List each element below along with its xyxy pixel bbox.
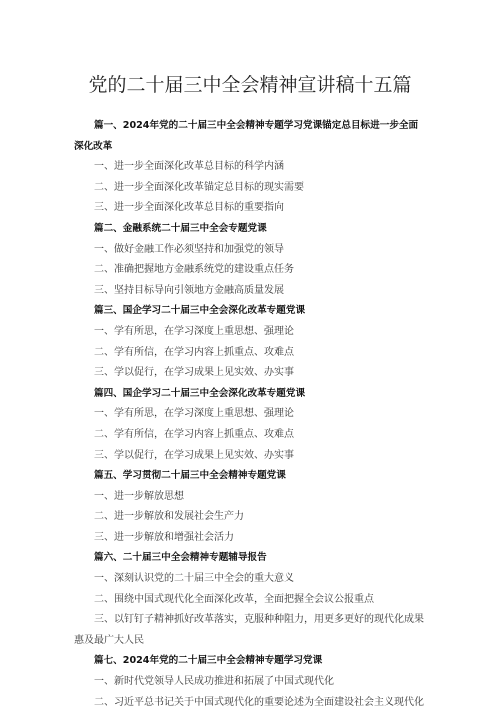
section-item: 一、进一步解放思想 [94, 490, 184, 502]
section-item: 三、进一步全面深化改革总目标的重要指向 [94, 202, 284, 214]
section-item: 三、以钉钉子精神抓好改革落实，克服种种阻力，用更多更好的现代化成果 [94, 614, 424, 626]
section-item: 一、新时代党领导人民成功推进和拓展了中国式现代化 [94, 676, 334, 688]
section-heading: 篇六、二十届三中全会精神专题辅导报告 [94, 552, 267, 564]
section-heading: 篇七、2024年党的二十届三中全会精神专题学习党课 [94, 655, 323, 667]
section-item: 一、学有所思，在学习深度上重思想、强理论 [94, 325, 294, 337]
section-heading-continuation: 深化改革 [74, 140, 113, 152]
section-item: 一、做好金融工作必须坚持和加强党的领导 [94, 243, 284, 255]
section-item: 三、学以促行，在学习成果上见实效、办实事 [94, 367, 294, 379]
section-item: 一、进一步全面深化改革总目标的科学内涵 [94, 161, 284, 173]
section-item: 二、学有所信，在学习内容上抓重点、攻难点 [94, 346, 294, 358]
section-item: 二、进一步解放和发展社会生产力 [94, 511, 244, 523]
section-item: 三、进一步解放和增强社会活力 [94, 531, 234, 543]
section-heading: 篇五、学习贯彻二十届三中全会精神专题党课 [94, 470, 286, 482]
table-of-contents [74, 116, 434, 713]
section-item: 三、学以促行，在学习成果上见实效、办实事 [94, 449, 294, 461]
section-heading: 篇一、2024年党的二十届三中全会精神专题学习党课锚定总目标进一步全面 [94, 120, 419, 131]
section-heading: 篇三、国企学习二十届三中全会深化改革专题党课 [94, 305, 306, 317]
document-title: 党的二十届三中全会精神宣讲稿十五篇 [88, 73, 412, 96]
section-item: 二、学有所信，在学习内容上抓重点、攻难点 [94, 428, 294, 440]
section-item: 二、准确把握地方金融系统党的建设重点任务 [94, 264, 294, 276]
section-item: 二、围绕中国式现代化全面深化改革，全面把握全会议公报重点 [94, 593, 374, 605]
section-item: 二、习近平总书记关于中国式现代化的重要论述为全面建设社会主义现代化 [94, 696, 424, 708]
section-heading: 篇四、国企学习二十届三中全会深化改革专题党课 [94, 387, 306, 399]
section-item-continuation: 惠及最广大人民 [74, 634, 144, 646]
section-item: 三、坚持目标导向引领地方金融高质量发展 [94, 284, 284, 296]
section-item: 一、深刻认识党的二十届三中全会的重大意义 [94, 573, 294, 585]
section-heading: 篇二、金融系统二十届三中全会专题党课 [94, 222, 267, 234]
section-item: 二、进一步全面深化改革锚定总目标的现实需要 [94, 181, 304, 193]
section-item: 一、学有所思，在学习深度上重思想、强理论 [94, 408, 294, 420]
